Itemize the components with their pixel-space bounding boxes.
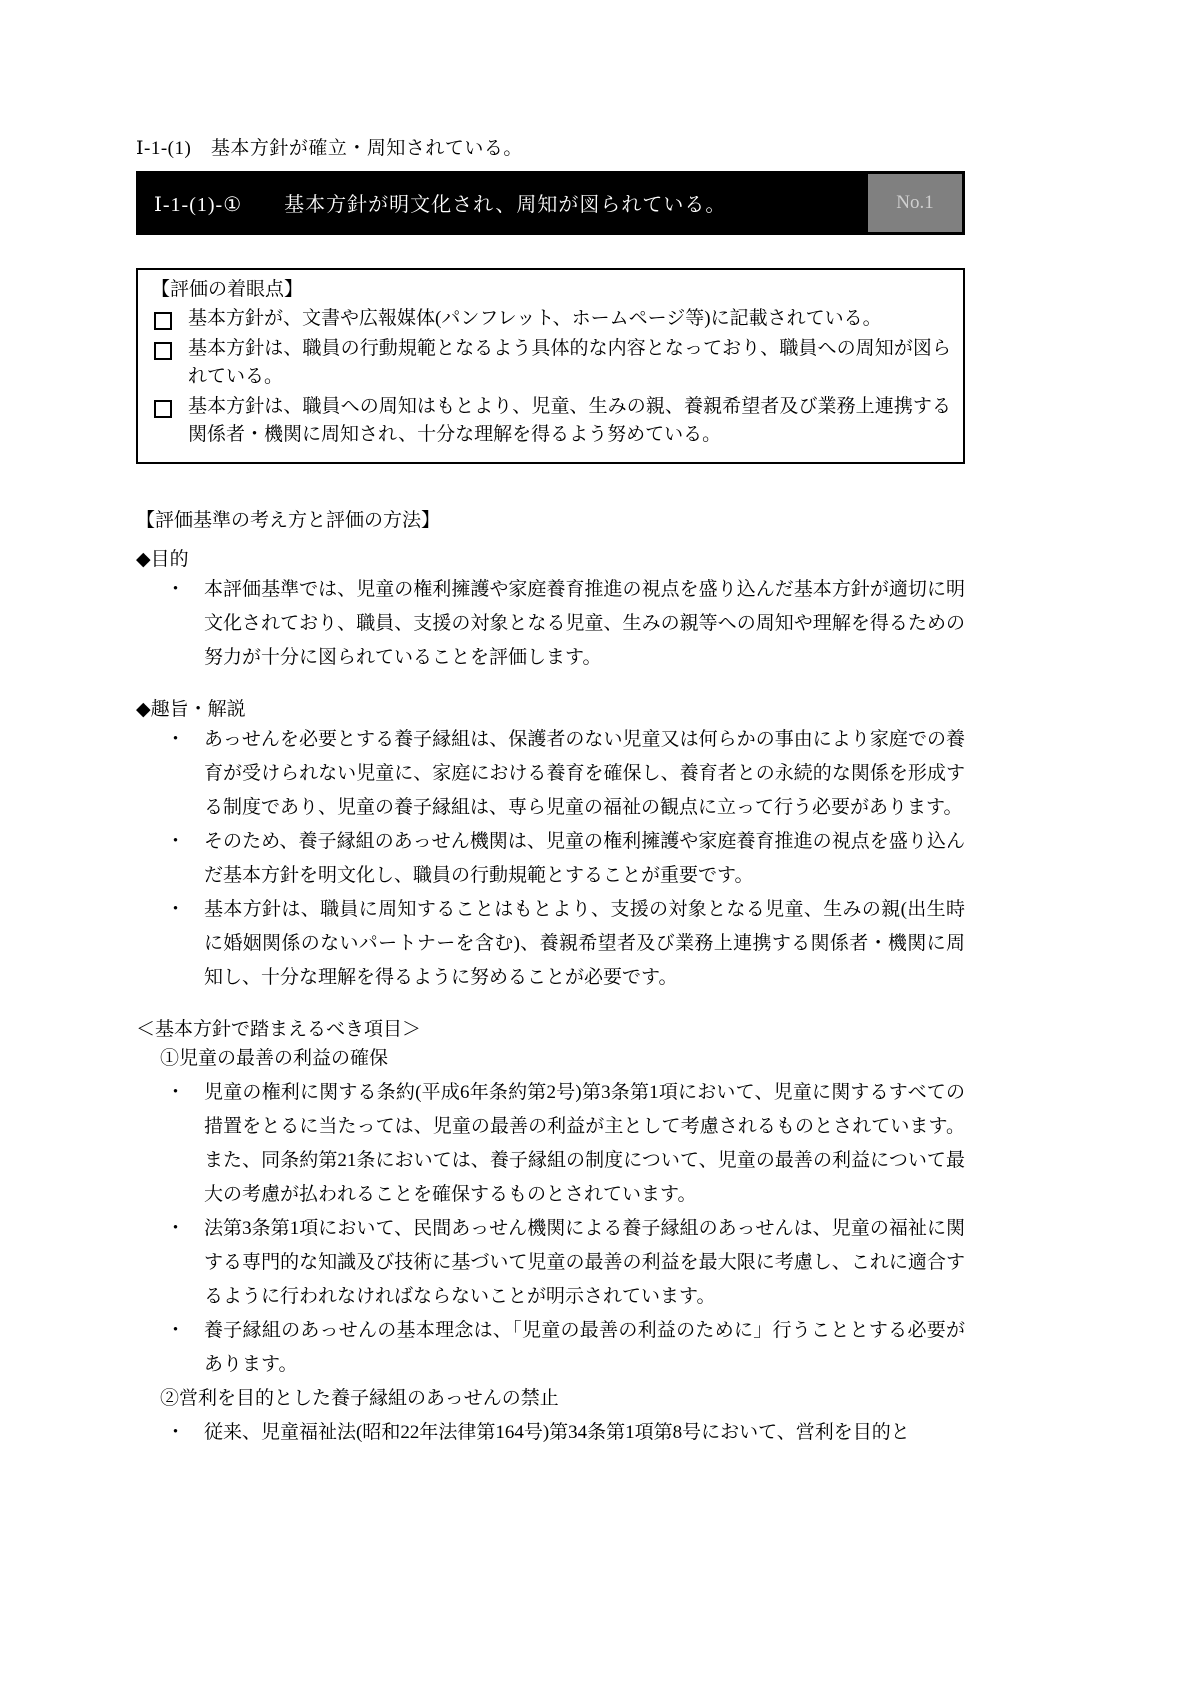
checkbox-icon: [154, 312, 172, 330]
bullet-icon: ・: [166, 1422, 186, 1444]
discussion-bullet-item: [136, 723, 965, 825]
bullet-icon: ・: [166, 830, 186, 852]
focus-check-item: [151, 393, 951, 450]
document-number-badge: No.1: [868, 174, 962, 232]
policy-bullet-item: [136, 1416, 965, 1450]
bullet-icon: ・: [166, 1320, 186, 1342]
policy-bullet-text: 従来、児童福祉法(昭和22年法律第164号)第34条第1項第8号において、営利を目的と: [204, 1422, 910, 1444]
policy-bullet-text: 児童の権利に関する条約(平成6年条約第2号)第3条第1項において、児童に関するすべての措置をとるに当たっては、児童の最善の利益が主として考慮されるものとされています。また、同条約第21条においては、養子縁組の制度について、児童の最善の利益について最大の考慮が払われることを確保するものとされています。: [204, 1082, 965, 1206]
policy-bullet-item: [136, 1076, 965, 1212]
checkbox-icon: [154, 342, 172, 360]
method-section-heading: 【評価基準の考え方と評価の方法】: [136, 509, 441, 531]
focus-check-item: [151, 335, 951, 392]
checkbox-icon: [154, 400, 172, 418]
policy-bullet-text: 法第3条第1項において、民間あっせん機関による養子縁組のあっせんは、児童の福祉に関する専門的な知識及び技術に基づいて児童の最善の利益を最大限に考慮し、これに適合するように行われなければならないことが明示されています。: [204, 1218, 965, 1308]
bullet-icon: ・: [166, 728, 186, 750]
policy-bullet-item: [136, 1212, 965, 1314]
bullet-icon: ・: [166, 898, 186, 920]
discussion-bullet-text: あっせんを必要とする養子縁組は、保護者のない児童又は何らかの事由により家庭での養育が受けられない児童に、家庭における養育を確保し、養育者との永続的な関係を形成する制度であり、児童の養子縁組は、専ら児童の福祉の観点に立って行う必要があります。: [204, 728, 965, 818]
purpose-heading: ◆目的: [136, 549, 189, 571]
discussion-bullet-text: 基本方針は、職員に周知することはもとより、支援の対象となる児童、生みの親(出生時に婚姻関係のないパートナーを含む)、養親希望者及び業務上連携する関係者・機関に周知し、十分な理解を得るように努めることが必要です。: [204, 898, 965, 988]
focus-check-text: 基本方針は、職員の行動規範となるよう具体的な内容となっており、職員への周知が図られている。: [188, 337, 951, 388]
bullet-icon: ・: [166, 1218, 186, 1240]
policy-subheading-1: ①児童の最善の利益の確保: [160, 1048, 389, 1070]
discussion-bullet-item: [136, 893, 965, 995]
policy-subheading-2: ②営利を目的とした養子縁組のあっせんの禁止: [160, 1388, 559, 1410]
focus-check-item: [151, 305, 951, 334]
discussion-bullet-text: そのため、養子縁組のあっせん機関は、児童の権利擁護や家庭養育推進の視点を盛り込んだ基本方針を明文化し、職員の行動規範とすることが重要です。: [204, 830, 965, 886]
discussion-heading: ◆趣旨・解説: [136, 698, 246, 720]
focus-check-text: 基本方針は、職員への周知はもとより、児童、生みの親、養親希望者及び業務上連携する関係者・機関に周知され、十分な理解を得るよう努めている。: [188, 395, 951, 446]
evaluation-focus-box: [136, 268, 965, 464]
bullet-icon: ・: [166, 578, 186, 600]
bullet-icon: ・: [166, 1082, 186, 1104]
policy-bullet-text: 養子縁組のあっせんの基本理念は、「児童の最善の利益のために」行うこととする必要があります。: [204, 1320, 965, 1376]
discussion-bullet-item: [136, 825, 965, 893]
policy-bullet-item: [136, 1314, 965, 1382]
banner-title: Ⅰ-1-(1)-① 基本方針が明文化され、周知が図られている。: [154, 194, 727, 217]
purpose-bullet-text: 本評価基準では、児童の権利擁護や家庭養育推進の視点を盛り込んだ基本方針が適切に明文化されており、職員、支援の対象となる児童、生みの親等への周知や理解を得るための努力が十分に図られていることを評価します。: [204, 578, 965, 668]
title-banner: [136, 171, 965, 235]
section-heading: Ⅰ-1-(1) 基本方針が確立・周知されている。: [136, 138, 523, 159]
policy-items-heading: ＜基本方針で踏まえるべき項目＞: [136, 1018, 422, 1040]
focus-check-text: 基本方針が、文書や広報媒体(パンフレット、ホームページ等)に記載されている。: [188, 308, 882, 330]
focus-box-heading: 【評価の着眼点】: [151, 278, 304, 300]
purpose-bullet-item: [136, 573, 965, 675]
